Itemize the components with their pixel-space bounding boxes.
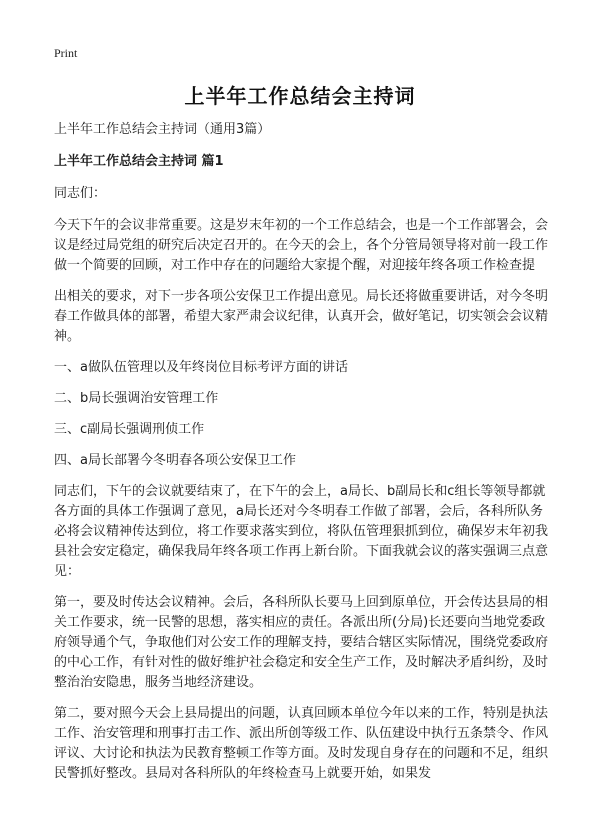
paragraph: 第一，要及时传达会议精神。会后，各科所队长要马上回到原单位，开会传达县局的相关工作要求，统一民警的思想，落实相应的责任。各派出所(分局)长还要向当地党委政府领导通个气，争取他们对公安工作的理解支持，要结合辖区实际情况，围绕党委政府的中心工作，有针对性的做好维护社会稳定和安全生产工作，及时解决矛盾纠纷，及时整治治安隐患，服务当地经济建设。 [54, 595, 549, 690]
agenda-item: 二、b局长强调治安管理工作 [54, 391, 219, 406]
agenda-item: 四、a局长部署今冬明春各项公安保卫工作 [54, 453, 296, 468]
document-subtitle: 上半年工作总结会主持词（通用3篇） [54, 122, 271, 137]
document-body [54, 120, 554, 795]
print-label[interactable]: Print [54, 46, 78, 60]
paragraph: 同志们，下午的会议就要结束了，在下午的会上，a局长、b副局长和c组长等领导都就各方面的具体工作强调了意见，a局长还对今冬明春工作做了部署，会后，各科所队务必将会议精神传达到位，将工作要求落实到位，将队伍管理狠抓到位，确保岁末年初我县社会安定稳定，确保我局年终各项工作再上新台阶。下面我就会议的落实强调三点意见： [54, 484, 549, 579]
paragraph: 第二，要对照今天会上县局提出的问题，认真回顾本单位今年以来的工作，特别是执法工作、治安管理和刑事打击工作、派出所创等级工作、队伍建设中执行五条禁令、作风评议、大讨论和执法为民教育整顿工作等方面。及时发现自身存在的问题和不足，组织民警抓好整改。县局对各科所队的年终检查马上就要开始，如果发 [54, 706, 549, 781]
greeting: 同志们： [54, 186, 107, 201]
paragraph: 出相关的要求，对下一步各项公安保卫工作提出意见。局长还将做重要讲话，对今冬明春工作做具体的部署，希望大家严肃会议纪律，认真开会，做好笔记，切实领会会议精神。 [54, 289, 549, 344]
document-title: 上半年工作总结会主持词 [184, 84, 416, 108]
section-heading: 上半年工作总结会主持词 篇1 [54, 154, 224, 169]
agenda-item: 三、c副局长强调刑侦工作 [54, 422, 205, 437]
paragraph: 今天下午的会议非常重要。这是岁末年初的一个工作总结会，也是一个工作部署会，会议是经过局党组的研究后决定召开的。在今天的会上，各个分管局领导将对前一段工作做一个简要的回顾，对工作中存在的问题给大家提个醒，对迎接年终各项工作检查提 [54, 218, 549, 273]
agenda-item: 一、a做队伍管理以及年终岗位目标考评方面的讲话 [54, 360, 348, 375]
